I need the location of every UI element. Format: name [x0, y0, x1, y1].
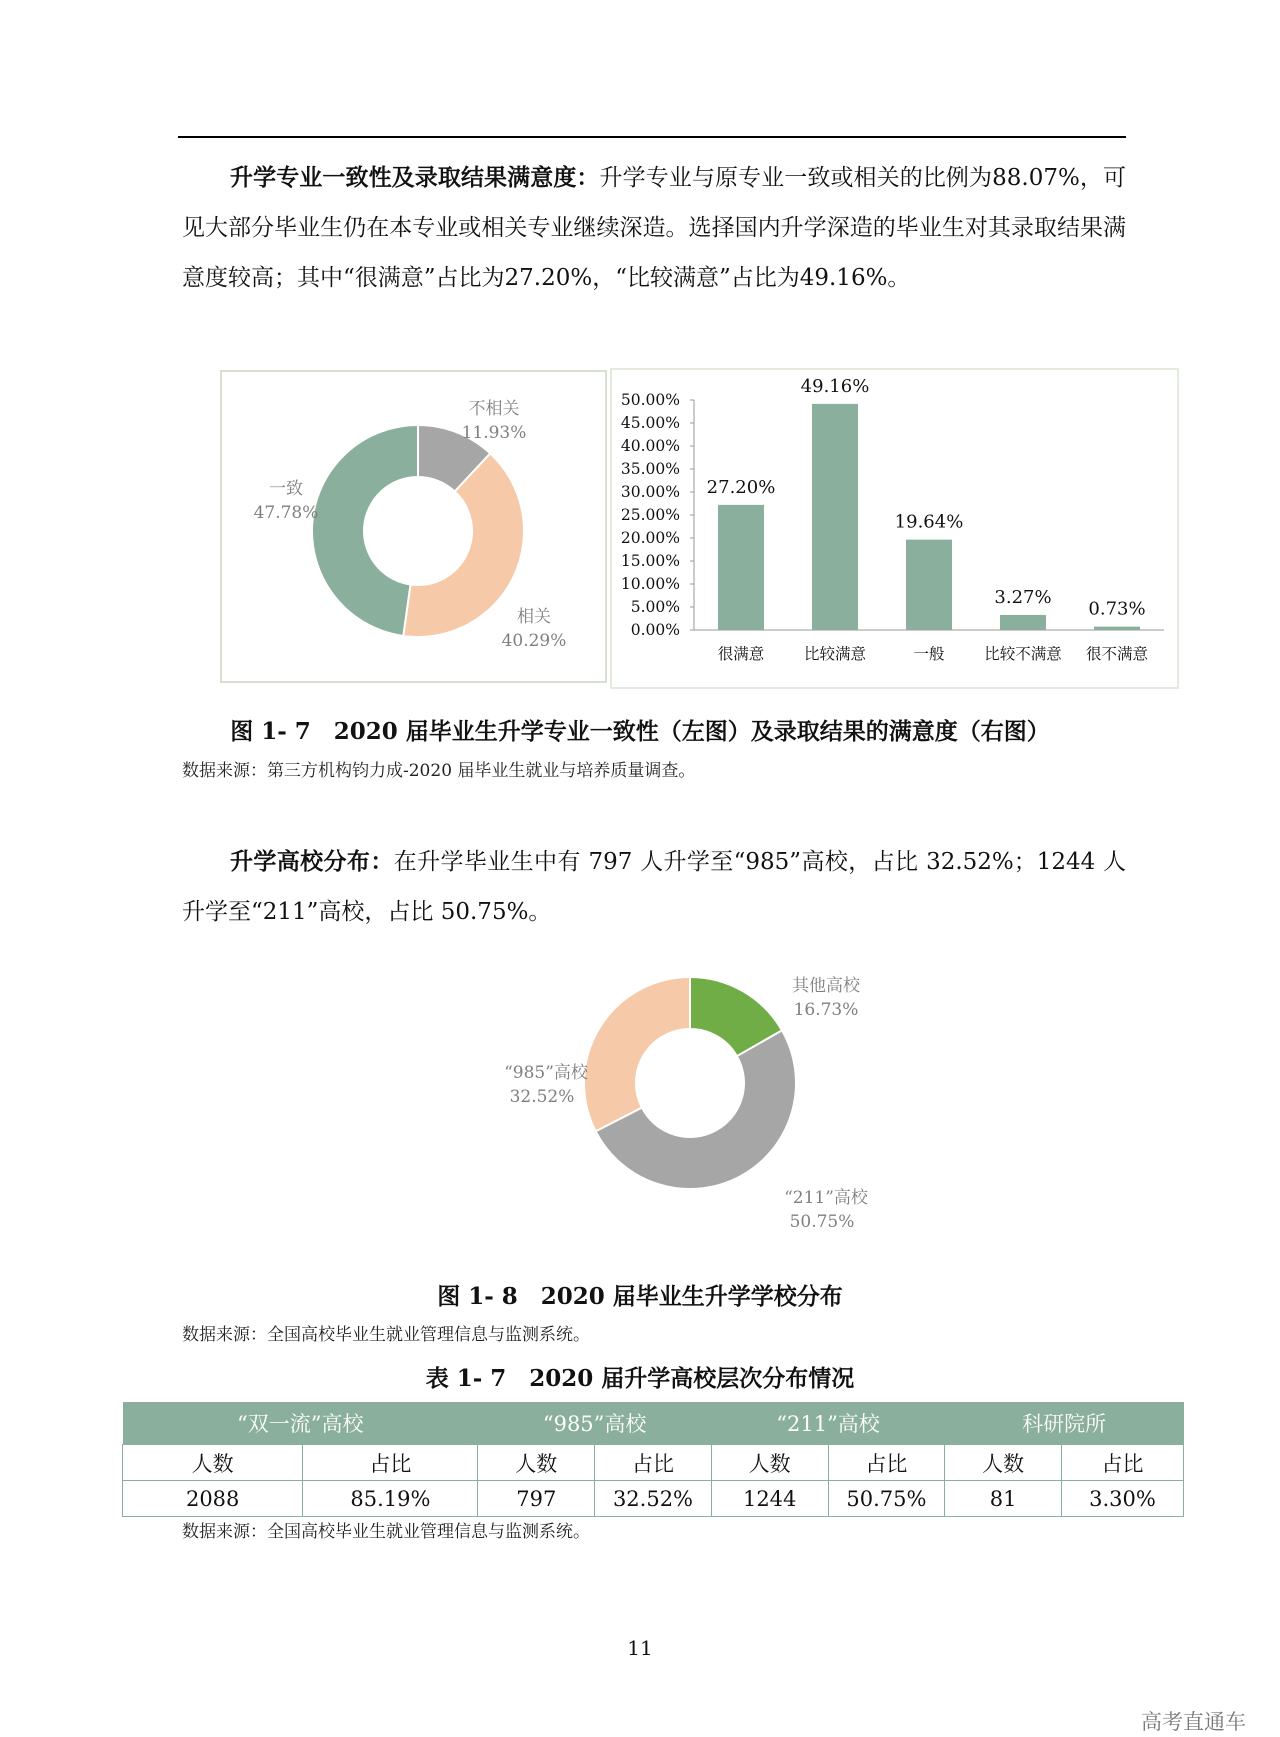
- group-header: 科研院所: [945, 1402, 1184, 1445]
- table-cell: 81: [945, 1481, 1062, 1517]
- bar-0: [718, 505, 764, 630]
- y-tick-label: 40.00%: [620, 437, 680, 455]
- y-axis-ticks: [621, 391, 694, 639]
- y-tick-label: 15.00%: [620, 552, 680, 570]
- y-tick-label: 30.00%: [620, 483, 680, 501]
- donut1-slice-1: [403, 453, 524, 637]
- y-tick-label: 20.00%: [620, 529, 680, 547]
- university-distribution-chart: [460, 960, 910, 1230]
- paragraph2-lead: 升学高校分布：: [230, 848, 394, 875]
- bar-value-label: 3.27%: [994, 586, 1052, 608]
- major-consistency-chart: [220, 370, 607, 683]
- table-group-header-row: [123, 1402, 1184, 1445]
- subheader-cell: 人数: [123, 1445, 303, 1481]
- label-211: “211”高校: [784, 1188, 868, 1208]
- header-rule: [178, 136, 1126, 138]
- paragraph2-body: 在升学毕业生中有 797 人升学至“985”高校，占比 32.52%；1244 人升学至“211”高校，占比 50.75%。: [182, 849, 1127, 925]
- value-unrelated: 11.93%: [461, 423, 527, 443]
- x-category-label: 比较不满意: [984, 645, 1062, 663]
- label-other: 其他高校: [792, 976, 860, 996]
- x-category-label: 很满意: [717, 645, 765, 663]
- label-985: “985”高校: [504, 1063, 588, 1083]
- bars-group: [707, 376, 1149, 663]
- group-header: “211”高校: [711, 1402, 944, 1445]
- table-cell: 2088: [123, 1481, 303, 1517]
- group-header: “985”高校: [478, 1402, 711, 1445]
- donut1-slice-2: [312, 425, 418, 636]
- bar-value-label: 19.64%: [894, 511, 964, 533]
- major-consistency-svg: [222, 372, 605, 681]
- x-category-label: 一般: [913, 645, 945, 663]
- paragraph-lead: 升学专业一致性及录取结果满意度：: [230, 164, 600, 191]
- table-row: [123, 1481, 1184, 1517]
- y-tick-label: 50.00%: [620, 391, 680, 409]
- value-211: 50.75%: [789, 1212, 855, 1230]
- bar-1: [812, 404, 858, 630]
- table7-caption: 表 1- 7 2020 届升学高校层次分布情况: [425, 1365, 855, 1392]
- value-consistent: 47.78%: [253, 503, 319, 523]
- y-tick-label: 25.00%: [620, 506, 680, 524]
- x-category-label: 比较满意: [803, 645, 867, 663]
- university-level-table: [122, 1402, 1184, 1517]
- paragraph-body: 升学专业与原专业一致或相关的比例为88.07%，可见大部分毕业生仍在本专业或相关专业继续深造。选择国内升学深造的毕业生对其录取结果满意度较高；其中“很满意”占比为27.20%，“比较满意”占比为49.16%。: [182, 165, 1127, 291]
- donut3-slices: [584, 977, 796, 1189]
- subheader-cell: 人数: [711, 1445, 828, 1481]
- table-cell: 3.30%: [1061, 1481, 1183, 1517]
- bar-value-label: 49.16%: [800, 375, 870, 397]
- table-subheader-row: [123, 1445, 1184, 1481]
- label-related: 相关: [517, 607, 551, 627]
- label-consistent: 一致: [269, 479, 303, 499]
- value-985: 32.52%: [509, 1087, 575, 1107]
- table-cell: 1244: [711, 1481, 828, 1517]
- bar-value-label: 0.73%: [1088, 598, 1146, 620]
- donut1-slices: [312, 425, 524, 637]
- satisfaction-bar-chart: [610, 368, 1179, 689]
- x-category-label: 很不满意: [1085, 645, 1149, 663]
- table-cell: 32.52%: [595, 1481, 712, 1517]
- bar-value-label: 27.20%: [706, 476, 776, 498]
- watermark: 高考直通车: [1141, 1710, 1246, 1734]
- bar-3: [1000, 615, 1046, 630]
- subheader-cell: 人数: [945, 1445, 1062, 1481]
- figure7-source: 数据来源：第三方机构钧力成-2020 届毕业生就业与培养质量调查。: [182, 761, 696, 781]
- group-header: “双一流”高校: [123, 1402, 478, 1445]
- y-tick-label: 45.00%: [620, 414, 680, 432]
- bar-2: [906, 540, 952, 630]
- university-distribution-svg: [460, 960, 910, 1230]
- subheader-cell: 人数: [478, 1445, 595, 1481]
- bar-4: [1094, 627, 1140, 630]
- table-cell: 50.75%: [828, 1481, 945, 1517]
- y-tick-label: 35.00%: [620, 460, 680, 478]
- page-number: 11: [627, 1636, 653, 1660]
- y-tick-label: 0.00%: [630, 621, 680, 639]
- subheader-cell: 占比: [595, 1445, 712, 1481]
- donut3-slice-2: [584, 977, 690, 1131]
- subheader-cell: 占比: [828, 1445, 945, 1481]
- value-related: 40.29%: [501, 631, 567, 651]
- satisfaction-bar-svg: [612, 370, 1177, 687]
- paragraph-university-distribution: [182, 837, 1126, 937]
- table-cell: 797: [478, 1481, 595, 1517]
- value-other: 16.73%: [793, 1000, 859, 1020]
- figure7-caption: 图 1- 7 2020 届毕业生升学专业一致性（左图）及录取结果的满意度（右图）: [230, 718, 1050, 745]
- table-cell: 85.19%: [303, 1481, 478, 1517]
- figure8-source: 数据来源：全国高校毕业生就业管理信息与监测系统。: [182, 1325, 590, 1345]
- subheader-cell: 占比: [303, 1445, 478, 1481]
- paragraph-admission-satisfaction: [182, 153, 1126, 303]
- subheader-cell: 占比: [1061, 1445, 1183, 1481]
- figure8-caption: 图 1- 8 2020 届毕业生升学学校分布: [437, 1283, 843, 1310]
- table7-source: 数据来源：全国高校毕业生就业管理信息与监测系统。: [182, 1522, 590, 1542]
- y-tick-label: 5.00%: [630, 598, 680, 616]
- y-tick-label: 10.00%: [620, 575, 680, 593]
- label-unrelated: 不相关: [468, 399, 520, 419]
